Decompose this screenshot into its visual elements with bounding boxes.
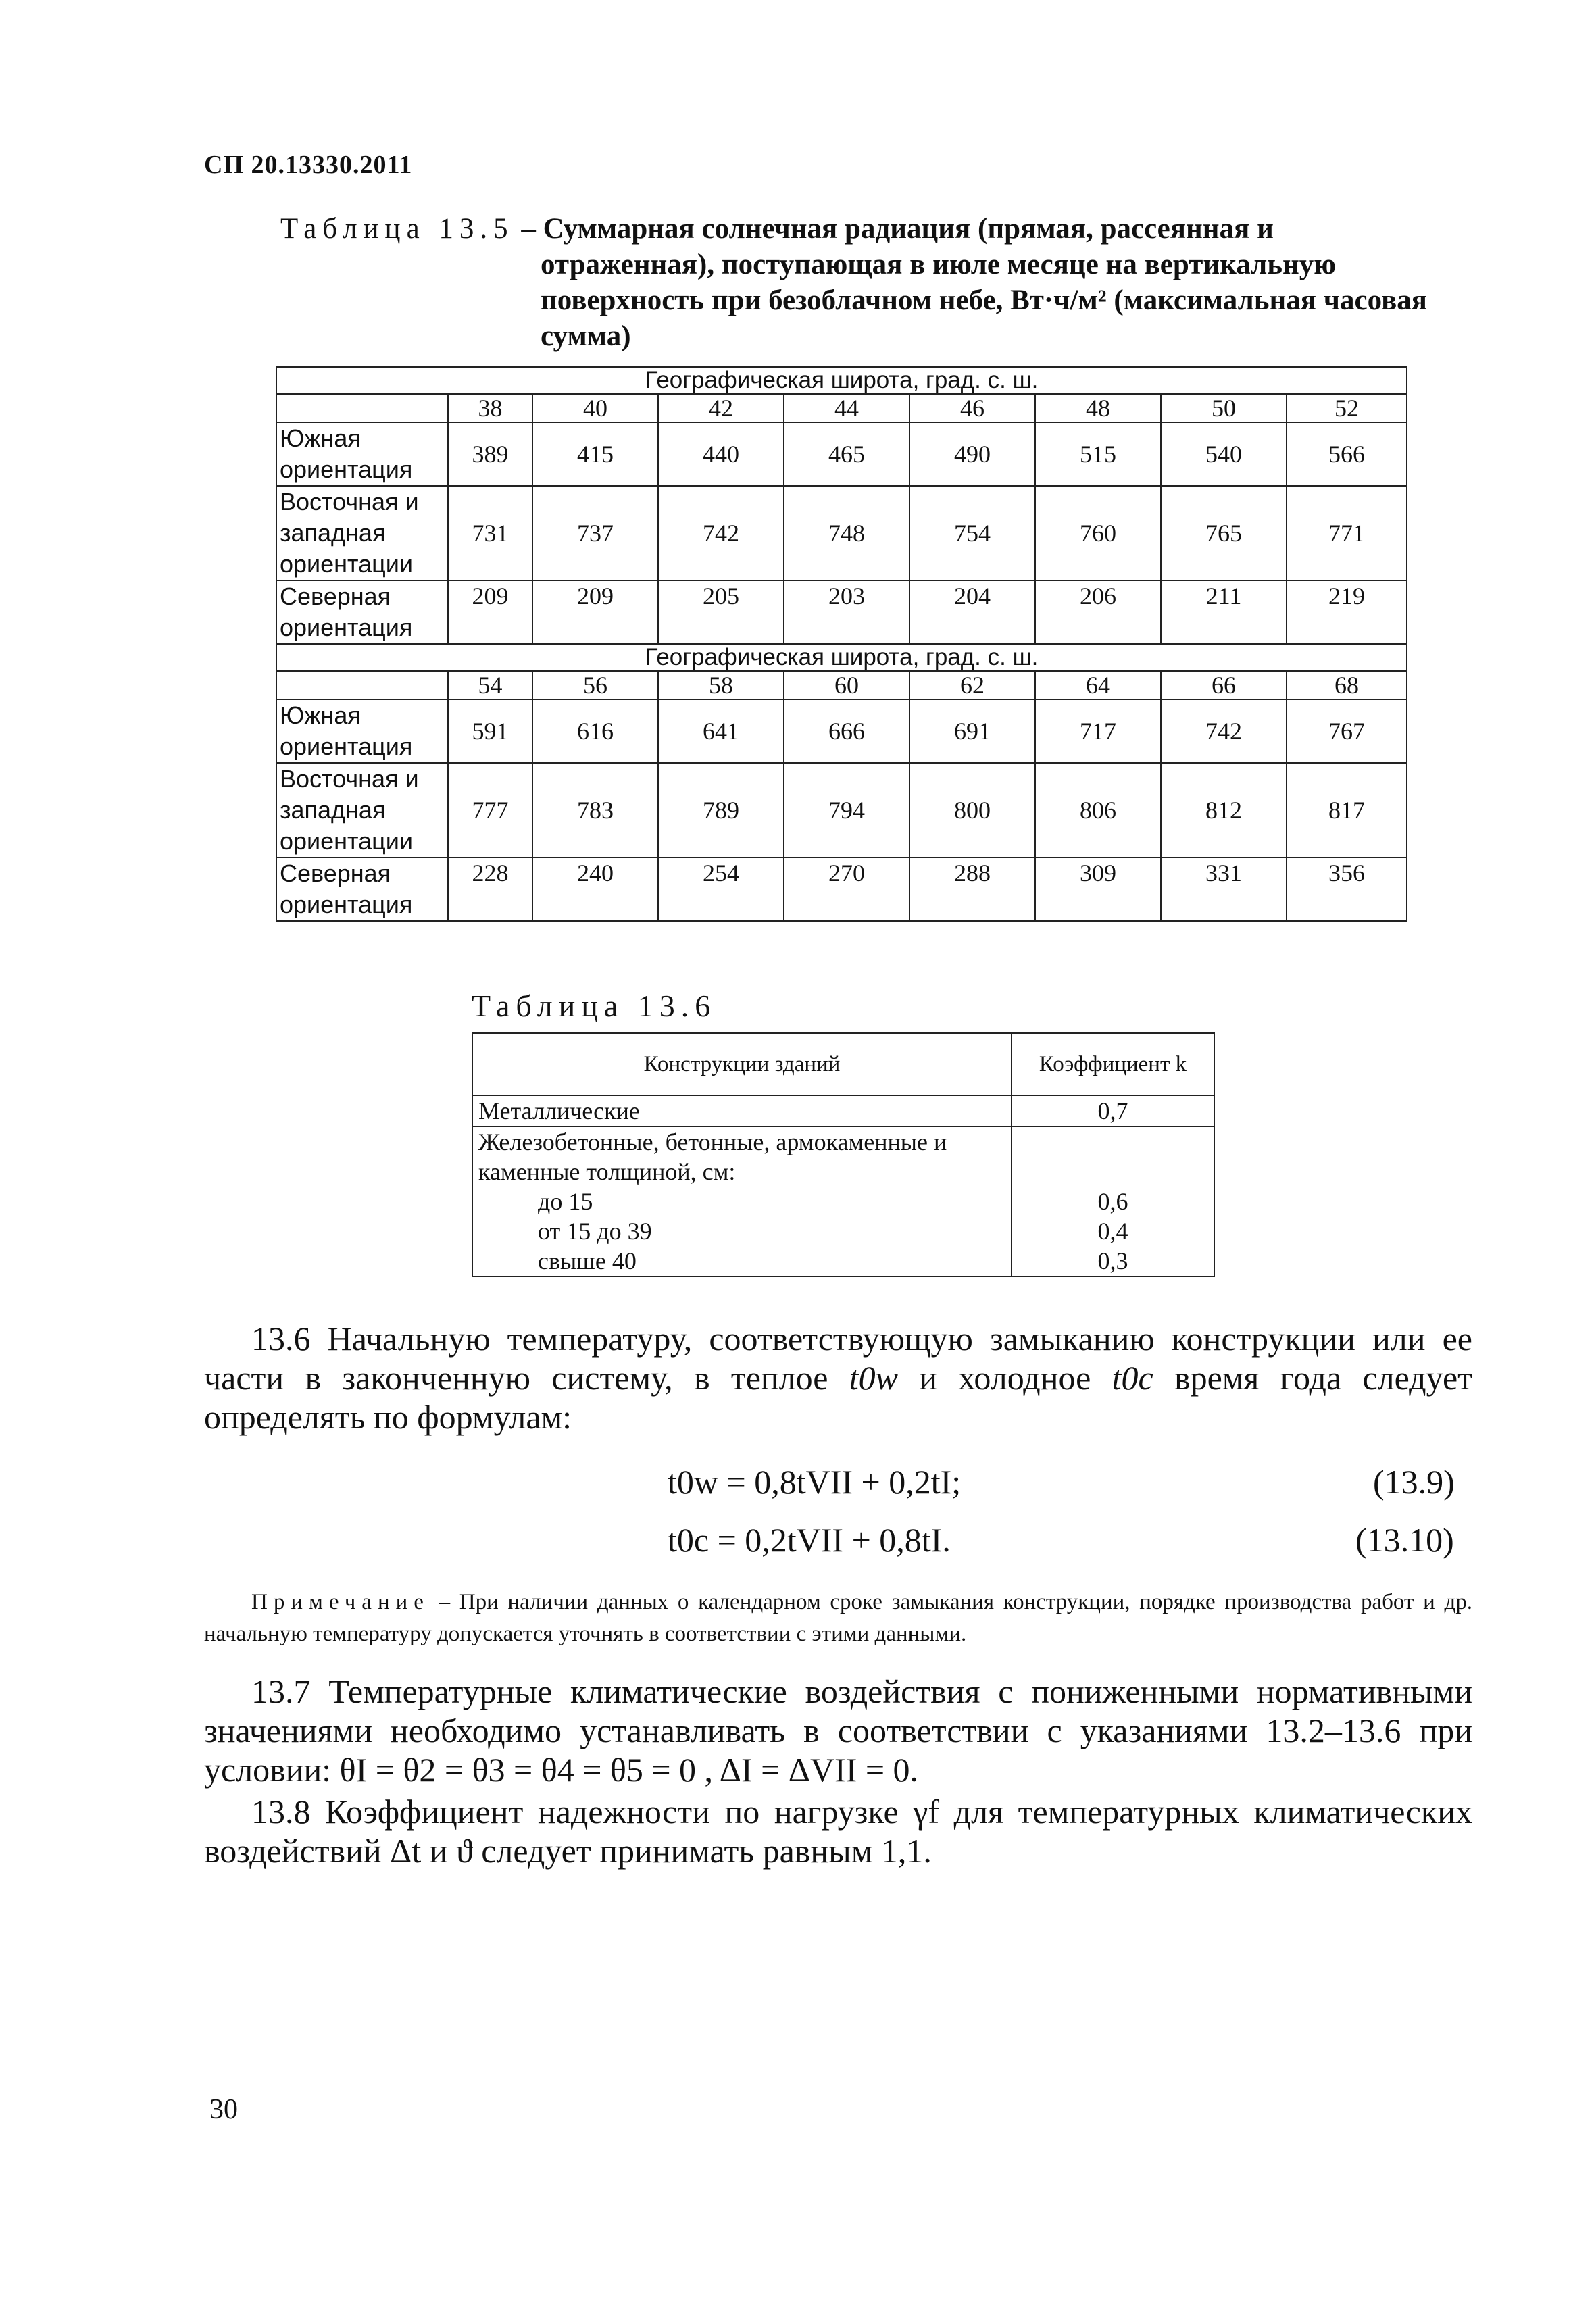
radiation-value: 211	[1161, 580, 1287, 644]
orientation-label: Южная ориентация	[276, 422, 448, 486]
section-13-7-paragraph	[204, 1672, 1472, 1789]
latitude-header-row	[276, 644, 1407, 671]
radiation-value: 777	[448, 763, 532, 857]
section-13-6-text-b: и холодное	[897, 1359, 1112, 1397]
latitude-header-row	[276, 367, 1407, 394]
latitude-row	[276, 671, 1407, 699]
note-label: Примечание	[251, 1590, 430, 1614]
radiation-value: 591	[448, 699, 532, 763]
latitude-cell: 46	[909, 394, 1035, 422]
latitude-cell: 64	[1035, 671, 1161, 699]
sub-row-value: 0,6	[1097, 1188, 1128, 1215]
radiation-value: 767	[1287, 699, 1407, 763]
sub-row-label: до 15	[538, 1188, 593, 1215]
radiation-value: 742	[1161, 699, 1287, 763]
radiation-value: 717	[1035, 699, 1161, 763]
latitude-cell: 38	[448, 394, 532, 422]
radiation-value: 228	[448, 857, 532, 921]
concrete-cell	[472, 1126, 1012, 1276]
radiation-value: 204	[909, 580, 1035, 644]
table-row	[276, 857, 1407, 921]
radiation-value: 331	[1161, 857, 1287, 921]
page-number: 30	[209, 2094, 238, 2125]
radiation-value: 641	[658, 699, 784, 763]
section-13-6-paragraph	[204, 1319, 1472, 1437]
formula-13-9-number: (13.9)	[1373, 1463, 1455, 1501]
radiation-value: 754	[909, 486, 1035, 580]
table-row	[276, 486, 1407, 580]
corner-cell	[276, 394, 448, 422]
radiation-value: 270	[784, 857, 909, 921]
section-13-6-text-a: 13.6 Начальную температуру, соответствующую замыканию конструкции или ее части в законченную систему, в теплое	[204, 1320, 1472, 1397]
radiation-value: 209	[532, 580, 658, 644]
radiation-value: 731	[448, 486, 532, 580]
latitude-cell: 40	[532, 394, 658, 422]
table-13-5-caption	[280, 211, 1429, 354]
radiation-value: 616	[532, 699, 658, 763]
latitude-row	[276, 394, 1407, 422]
latitude-cell: 48	[1035, 394, 1161, 422]
radiation-value: 356	[1287, 857, 1407, 921]
radiation-value: 800	[909, 763, 1035, 857]
radiation-value: 737	[532, 486, 658, 580]
section-13-8-paragraph	[204, 1792, 1472, 1870]
radiation-value: 288	[909, 857, 1035, 921]
latitude-cell: 42	[658, 394, 784, 422]
table-row	[472, 1126, 1214, 1276]
radiation-value: 203	[784, 580, 909, 644]
radiation-value: 812	[1161, 763, 1287, 857]
table-row	[276, 422, 1407, 486]
concrete-values	[1012, 1126, 1214, 1276]
radiation-value: 206	[1035, 580, 1161, 644]
table-header-row	[472, 1033, 1214, 1095]
radiation-value: 540	[1161, 422, 1287, 486]
t0c-symbol: t0c	[1112, 1359, 1153, 1397]
formula-13-10-number: (13.10)	[1355, 1521, 1454, 1559]
latitude-cell: 58	[658, 671, 784, 699]
note	[204, 1587, 1472, 1650]
table-13-5-title-rest: отраженная), поступающая в июле месяце на вертикальную поверхность при безоблачном небе, Вт·ч/м² (максимальная часовая сумма)	[541, 249, 1428, 352]
radiation-value: 240	[532, 857, 658, 921]
table-13-5-label: Таблица 13.5	[280, 213, 514, 245]
radiation-value: 254	[658, 857, 784, 921]
construction-header: Конструкции зданий	[472, 1033, 1012, 1095]
section-13-7-text: 13.7 Температурные климатические воздействия с пониженными нормативными значениями необходимо устанавливать в соответствии с указаниями 13.2–13.6 при условии: θI = θ2 = θ3 = θ4 = θ5 = 0 , ΔI = ΔVII = 0.	[204, 1672, 1472, 1789]
latitude-cell: 50	[1161, 394, 1287, 422]
radiation-value: 209	[448, 580, 532, 644]
latitude-cell: 56	[532, 671, 658, 699]
coefficient-table	[472, 1032, 1215, 1277]
document-code: СП 20.13330.2011	[204, 151, 413, 179]
section-13-8-text: 13.8 Коэффициент надежности по нагрузке γf для температурных климатических воздействий Δt и ϑ следует принимать равным 1,1.	[204, 1793, 1472, 1870]
orientation-label: Северная ориентация	[276, 580, 448, 644]
latitude-header: Географическая широта, град. с. ш.	[276, 644, 1407, 671]
radiation-value: 666	[784, 699, 909, 763]
radiation-value: 490	[909, 422, 1035, 486]
metal-value: 0,7	[1012, 1095, 1214, 1126]
radiation-value: 219	[1287, 580, 1407, 644]
concrete-label: Железобетонные, бетонные, армокаменные и каменные толщиной, см:	[478, 1128, 947, 1185]
table-13-6-caption: Таблица 13.6	[472, 989, 717, 1023]
radiation-value: 465	[784, 422, 909, 486]
radiation-value: 771	[1287, 486, 1407, 580]
radiation-value: 794	[784, 763, 909, 857]
section-13-6-text-c: время года следует определять по формулам:	[204, 1359, 1472, 1436]
formula-13-10: t0c = 0,2tVII + 0,8tI.	[668, 1521, 951, 1559]
latitude-header: Географическая широта, град. с. ш.	[276, 367, 1407, 394]
corner-cell	[276, 671, 448, 699]
radiation-value: 415	[532, 422, 658, 486]
latitude-cell: 62	[909, 671, 1035, 699]
sub-row-value: 0,4	[1097, 1218, 1128, 1245]
table-row	[472, 1095, 1214, 1126]
latitude-cell: 52	[1287, 394, 1407, 422]
radiation-value: 806	[1035, 763, 1161, 857]
table-row	[276, 763, 1407, 857]
radiation-value: 205	[658, 580, 784, 644]
formula-13-9: t0w = 0,8tVII + 0,2tI;	[668, 1463, 962, 1501]
radiation-value: 789	[658, 763, 784, 857]
radiation-value: 742	[658, 486, 784, 580]
table-row	[276, 580, 1407, 644]
sub-row-label: от 15 до 39	[538, 1218, 652, 1245]
radiation-value: 760	[1035, 486, 1161, 580]
table-row	[276, 699, 1407, 763]
t0w-symbol: t0w	[849, 1359, 898, 1397]
caption-dash: –	[514, 213, 543, 245]
radiation-value: 566	[1287, 422, 1407, 486]
note-text: – При наличии данных о календарном сроке замыкания конструкции, порядке производства работ и др. начальную температуру допускается уточнять в соответствии с этими данными.	[204, 1590, 1472, 1646]
sub-row-value: 0,3	[1097, 1247, 1128, 1274]
latitude-cell: 66	[1161, 671, 1287, 699]
latitude-cell: 54	[448, 671, 532, 699]
radiation-value: 748	[784, 486, 909, 580]
radiation-value: 515	[1035, 422, 1161, 486]
radiation-value: 389	[448, 422, 532, 486]
sub-row-label: свыше 40	[538, 1247, 637, 1274]
table-13-5-title-first: Суммарная солнечная радиация (прямая, рассеянная и	[543, 213, 1274, 245]
radiation-value: 817	[1287, 763, 1407, 857]
latitude-cell: 60	[784, 671, 909, 699]
latitude-cell: 44	[784, 394, 909, 422]
orientation-label: Южная ориентация	[276, 699, 448, 763]
radiation-value: 691	[909, 699, 1035, 763]
radiation-value: 309	[1035, 857, 1161, 921]
latitude-cell: 68	[1287, 671, 1407, 699]
orientation-label: Восточная и западная ориентации	[276, 486, 448, 580]
radiation-value: 783	[532, 763, 658, 857]
solar-radiation-table	[276, 366, 1407, 922]
orientation-label: Восточная и западная ориентации	[276, 763, 448, 857]
metal-label: Металлические	[472, 1095, 1012, 1126]
coefficient-header: Коэффициент k	[1012, 1033, 1214, 1095]
radiation-value: 765	[1161, 486, 1287, 580]
orientation-label: Северная ориентация	[276, 857, 448, 921]
radiation-value: 440	[658, 422, 784, 486]
